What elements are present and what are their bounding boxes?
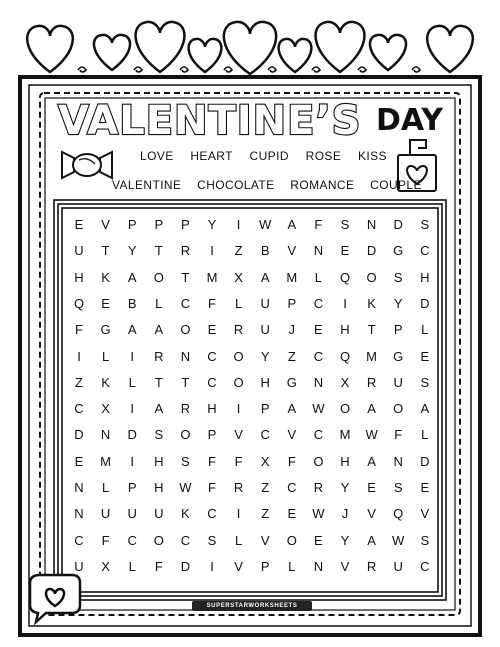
grid-letter[interactable]: F <box>234 453 243 469</box>
grid-letter[interactable]: U <box>74 558 84 574</box>
grid-letter[interactable]: H <box>260 374 270 390</box>
grid-letter[interactable]: D <box>393 217 403 232</box>
grid-letter[interactable]: P <box>181 217 190 232</box>
grid-letter[interactable]: G <box>100 322 111 338</box>
grid-letter[interactable]: Z <box>75 374 83 390</box>
grid-letter[interactable]: R <box>366 374 377 390</box>
grid-letter[interactable]: L <box>421 427 429 443</box>
grid-letter[interactable]: M <box>206 269 218 285</box>
grid-letter[interactable]: V <box>340 558 350 574</box>
grid-letter[interactable]: C <box>207 348 217 364</box>
grid-letter[interactable]: R <box>313 480 324 495</box>
grid-letter[interactable]: N <box>100 427 111 443</box>
grid-letter[interactable]: S <box>340 217 350 232</box>
grid-letter[interactable]: X <box>101 558 110 574</box>
grid-letter[interactable]: E <box>420 480 430 495</box>
grid-letter[interactable]: F <box>208 480 216 495</box>
grid-letter[interactable]: W <box>365 427 378 443</box>
grid-letter[interactable]: M <box>100 453 112 469</box>
grid-letter[interactable]: G <box>393 348 404 364</box>
grid-letter[interactable]: R <box>180 401 191 417</box>
grid-letter[interactable]: P <box>127 480 137 495</box>
grid-letter[interactable]: L <box>128 374 136 390</box>
grid-letter[interactable]: S <box>393 480 403 495</box>
grid-letter[interactable]: O <box>180 427 191 443</box>
grid-letter[interactable]: D <box>180 558 191 574</box>
footer-brand: SUPERSTARWORKSHEETS <box>192 601 312 611</box>
grid-letter[interactable]: F <box>101 532 110 548</box>
grid-letter[interactable]: O <box>233 374 244 390</box>
title-main: VALENTINE’S <box>58 98 362 144</box>
heart-icon <box>279 39 312 72</box>
grid-letter[interactable]: A <box>287 401 297 417</box>
heart-icon <box>427 26 473 72</box>
grid-letter[interactable]: S <box>207 532 217 548</box>
grid-letter[interactable]: T <box>154 374 163 390</box>
grid-letter[interactable]: C <box>313 348 324 364</box>
grid-letter[interactable]: Z <box>261 480 270 495</box>
grid-letter[interactable]: R <box>154 348 164 364</box>
grid-letter[interactable]: E <box>367 480 376 495</box>
grid-letter[interactable]: W <box>392 532 405 548</box>
grid-letter[interactable]: N <box>313 374 324 390</box>
grid-letter[interactable]: I <box>130 401 134 417</box>
word-bank-row-2 <box>112 178 434 192</box>
grid-letter[interactable]: D <box>420 453 430 469</box>
grid-letter[interactable]: X <box>101 401 110 417</box>
grid-letter[interactable]: D <box>127 427 137 443</box>
grid-letter[interactable]: D <box>74 427 84 443</box>
grid-letter[interactable]: A <box>287 217 297 232</box>
grid-letter[interactable]: D <box>366 243 377 259</box>
grid-letter[interactable]: O <box>153 532 164 548</box>
grid-letter[interactable]: H <box>207 401 217 417</box>
grid-letter[interactable]: K <box>101 269 110 285</box>
grid-letter[interactable]: E <box>420 348 430 364</box>
grid-letter[interactable]: Q <box>339 348 351 364</box>
grid-letter[interactable]: R <box>233 322 244 338</box>
grid-letter[interactable]: C <box>180 295 191 311</box>
grid-letter[interactable]: N <box>74 480 84 495</box>
grid-letter[interactable]: C <box>180 532 191 548</box>
grid-letter[interactable]: H <box>154 453 164 469</box>
grid-letter[interactable]: A <box>367 532 376 548</box>
grid-letter[interactable]: P <box>127 217 137 232</box>
grid-letter[interactable]: Q <box>393 506 404 522</box>
grid-letter[interactable]: Y <box>393 295 403 311</box>
grid-letter[interactable]: Z <box>261 506 270 522</box>
grid-letter[interactable]: F <box>314 217 323 232</box>
grid-letter[interactable]: X <box>260 453 270 469</box>
grid-letter[interactable]: D <box>420 295 430 311</box>
grid-letter[interactable]: P <box>207 427 217 443</box>
grid-letter[interactable]: C <box>420 243 430 259</box>
grid-letter[interactable]: A <box>127 322 137 338</box>
heart-icon <box>316 22 365 72</box>
grid-letter[interactable]: T <box>367 322 376 338</box>
grid-letter[interactable]: C <box>127 532 137 548</box>
grid-letter[interactable]: U <box>74 243 84 259</box>
word-search-grid <box>66 214 441 584</box>
grid-letter[interactable]: E <box>340 243 350 259</box>
grid-letter[interactable]: C <box>260 427 270 443</box>
grid-letter[interactable]: P <box>260 558 270 574</box>
grid-letter[interactable]: C <box>287 480 297 495</box>
grid-letter[interactable]: A <box>367 401 376 417</box>
grid-letter[interactable]: Y <box>340 532 350 548</box>
grid-letter[interactable]: T <box>181 374 190 390</box>
word-bank-item: HEART <box>190 149 233 163</box>
heart-icon <box>27 26 73 72</box>
word-bank-item: LOVE <box>140 149 174 163</box>
grid-letter[interactable]: V <box>287 243 297 259</box>
grid-letter[interactable]: B <box>260 243 270 259</box>
grid-letter[interactable]: A <box>154 322 164 338</box>
grid-letter[interactable]: U <box>154 506 164 522</box>
grid-letter[interactable]: W <box>312 506 325 522</box>
grid-letter[interactable]: S <box>420 374 430 390</box>
grid-letter[interactable]: N <box>180 348 191 364</box>
title <box>58 96 448 146</box>
grid-letter[interactable]: R <box>180 243 191 259</box>
grid-letter[interactable]: Y <box>340 480 350 495</box>
grid-letter[interactable]: U <box>100 506 111 522</box>
grid-letter[interactable]: U <box>393 374 403 390</box>
heart-icon <box>370 35 406 70</box>
word-bank-item: ROSE <box>305 149 342 163</box>
heart-garland <box>27 22 473 74</box>
grid-letter[interactable]: C <box>74 532 84 548</box>
grid-letter[interactable]: I <box>343 295 347 311</box>
grid-letter[interactable]: T <box>154 243 163 259</box>
grid-letter[interactable]: F <box>394 427 403 443</box>
grid-letter[interactable]: Y <box>260 348 270 364</box>
grid-letter[interactable]: I <box>77 348 81 364</box>
heart-icon <box>189 39 222 72</box>
grid-letter[interactable]: W <box>179 480 192 495</box>
grid-letter[interactable]: O <box>366 269 377 285</box>
grid-letter[interactable]: Y <box>127 243 137 259</box>
grid-letter[interactable]: S <box>420 532 430 548</box>
grid-letter[interactable]: V <box>234 558 243 574</box>
grid-letter[interactable]: X <box>234 269 243 285</box>
grid-letter[interactable]: I <box>210 558 214 574</box>
grid-letter[interactable]: L <box>128 558 136 574</box>
grid-letter[interactable]: F <box>208 295 216 311</box>
grid-letter[interactable]: Z <box>287 348 296 364</box>
grid-letter[interactable]: W <box>312 401 325 417</box>
grid-letter[interactable]: E <box>74 453 84 469</box>
grid-letter[interactable]: M <box>286 269 298 285</box>
grid-letter[interactable]: O <box>233 348 244 364</box>
grid-letter[interactable]: C <box>74 401 84 417</box>
grid-letter[interactable]: W <box>259 217 272 232</box>
word-bank-item: ROMANCE <box>290 178 355 192</box>
grid-letter[interactable]: N <box>313 558 324 574</box>
grid-letter[interactable]: L <box>234 295 243 311</box>
grid-letter[interactable]: T <box>181 269 190 285</box>
grid-letter[interactable]: A <box>260 269 270 285</box>
grid-letter[interactable]: O <box>180 322 191 338</box>
heart-icon <box>224 22 276 74</box>
grid-letter[interactable]: S <box>393 269 403 285</box>
grid-letter[interactable]: E <box>287 506 297 522</box>
grid-letter[interactable]: B <box>127 295 137 311</box>
grid-letter[interactable]: I <box>130 348 134 364</box>
grid-letter[interactable]: P <box>260 401 270 417</box>
grid-letter[interactable]: R <box>366 558 377 574</box>
grid-letter[interactable]: O <box>313 453 324 469</box>
grid-letter[interactable]: Q <box>73 295 85 311</box>
grid-letter[interactable]: N <box>74 506 84 522</box>
grid-letter[interactable]: Y <box>207 217 217 232</box>
grid-letter[interactable]: P <box>287 295 297 311</box>
grid-letter[interactable]: M <box>339 427 351 443</box>
grid-letter[interactable]: L <box>101 348 110 364</box>
grid-letter[interactable]: C <box>313 295 324 311</box>
grid-letter[interactable]: G <box>393 243 404 259</box>
grid-letter[interactable]: V <box>287 427 297 443</box>
grid-letter[interactable]: E <box>314 322 323 338</box>
grid-letter[interactable]: F <box>287 453 296 469</box>
grid-letter[interactable]: R <box>233 480 244 495</box>
grid-letter[interactable]: A <box>154 401 164 417</box>
grid-letter[interactable]: E <box>101 295 110 311</box>
grid-letter[interactable]: U <box>260 322 270 338</box>
grid-letter[interactable]: I <box>236 506 241 522</box>
grid-letter[interactable]: J <box>341 506 349 522</box>
grid-letter[interactable]: L <box>101 480 110 495</box>
grid-letter[interactable]: V <box>101 217 110 232</box>
grid-letter[interactable]: L <box>155 295 163 311</box>
candy-icon <box>62 152 112 178</box>
heart-icon <box>94 35 130 70</box>
grid-letter[interactable]: G <box>286 374 297 390</box>
grid-letter[interactable]: A <box>367 453 376 469</box>
word-bank-item: CHOCOLATE <box>197 178 275 192</box>
grid-letter[interactable]: V <box>367 506 376 522</box>
grid-letter[interactable]: I <box>210 243 214 259</box>
grid-letter[interactable]: H <box>420 269 430 285</box>
grid-letter[interactable]: C <box>207 506 217 522</box>
grid-letter[interactable]: J <box>288 322 296 338</box>
grid-letter[interactable]: C <box>207 374 217 390</box>
grid-letter[interactable]: I <box>130 453 134 469</box>
grid-letter[interactable]: A <box>127 269 137 285</box>
grid-letter[interactable]: P <box>393 322 403 338</box>
grid-letter[interactable]: L <box>234 532 243 548</box>
grid-letter[interactable]: I <box>236 217 241 232</box>
title-day: DAY <box>376 103 443 138</box>
grid-letter[interactable]: K <box>101 374 110 390</box>
grid-letter[interactable]: T <box>101 243 110 259</box>
grid-letter[interactable]: E <box>74 217 84 232</box>
word-bank-item: KISS <box>357 149 387 163</box>
grid-letter[interactable]: S <box>154 427 164 443</box>
grid-letter[interactable]: F <box>75 322 83 338</box>
grid-letter[interactable]: C <box>313 427 324 443</box>
grid-letter[interactable]: A <box>420 401 430 417</box>
grid-letter[interactable]: H <box>154 480 164 495</box>
grid-letter[interactable]: U <box>260 295 270 311</box>
grid-letter[interactable]: C <box>420 558 430 574</box>
grid-letter[interactable]: H <box>74 269 84 285</box>
grid-letter[interactable]: N <box>313 243 324 259</box>
grid-letter[interactable]: V <box>260 532 270 548</box>
grid-letter[interactable]: L <box>288 558 296 574</box>
grid-letter[interactable]: V <box>234 427 243 443</box>
grid-letter[interactable]: S <box>181 453 190 469</box>
word-bank-row-1 <box>140 149 400 163</box>
grid-letter[interactable]: O <box>286 532 297 548</box>
grid-letter[interactable]: S <box>420 217 430 232</box>
grid-letter[interactable]: U <box>393 558 403 574</box>
grid-letter[interactable]: N <box>393 453 403 469</box>
heart-icon <box>136 22 185 72</box>
grid-letter[interactable]: N <box>366 217 377 232</box>
grid-letter[interactable]: K <box>367 295 376 311</box>
grid-letter[interactable]: I <box>236 401 241 417</box>
grid-letter[interactable]: F <box>154 558 163 574</box>
grid-letter[interactable]: Q <box>339 269 351 285</box>
grid-letter[interactable]: O <box>393 401 404 417</box>
grid-letter[interactable]: U <box>127 506 137 522</box>
grid-letter[interactable]: M <box>366 348 378 364</box>
grid-letter[interactable]: Z <box>234 243 243 259</box>
grid-letter[interactable]: L <box>314 269 322 285</box>
grid-letter[interactable]: H <box>340 322 350 338</box>
grid-letter[interactable]: X <box>340 374 350 390</box>
grid-letter[interactable]: E <box>314 532 323 548</box>
word-bank-item: CUPID <box>249 149 289 163</box>
grid-letter[interactable]: P <box>154 217 164 232</box>
word-bank-item: VALENTINE <box>112 178 182 192</box>
grid-letter[interactable]: O <box>153 269 164 285</box>
grid-letter[interactable]: K <box>181 506 190 522</box>
word-bank-item: COUPLE <box>370 178 422 192</box>
grid-letter[interactable]: E <box>207 322 217 338</box>
grid-letter[interactable]: O <box>339 401 351 417</box>
grid-letter[interactable]: L <box>421 322 429 338</box>
grid-letter[interactable]: H <box>340 453 350 469</box>
grid-letter[interactable]: F <box>208 453 216 469</box>
grid-letter[interactable]: V <box>420 506 430 522</box>
